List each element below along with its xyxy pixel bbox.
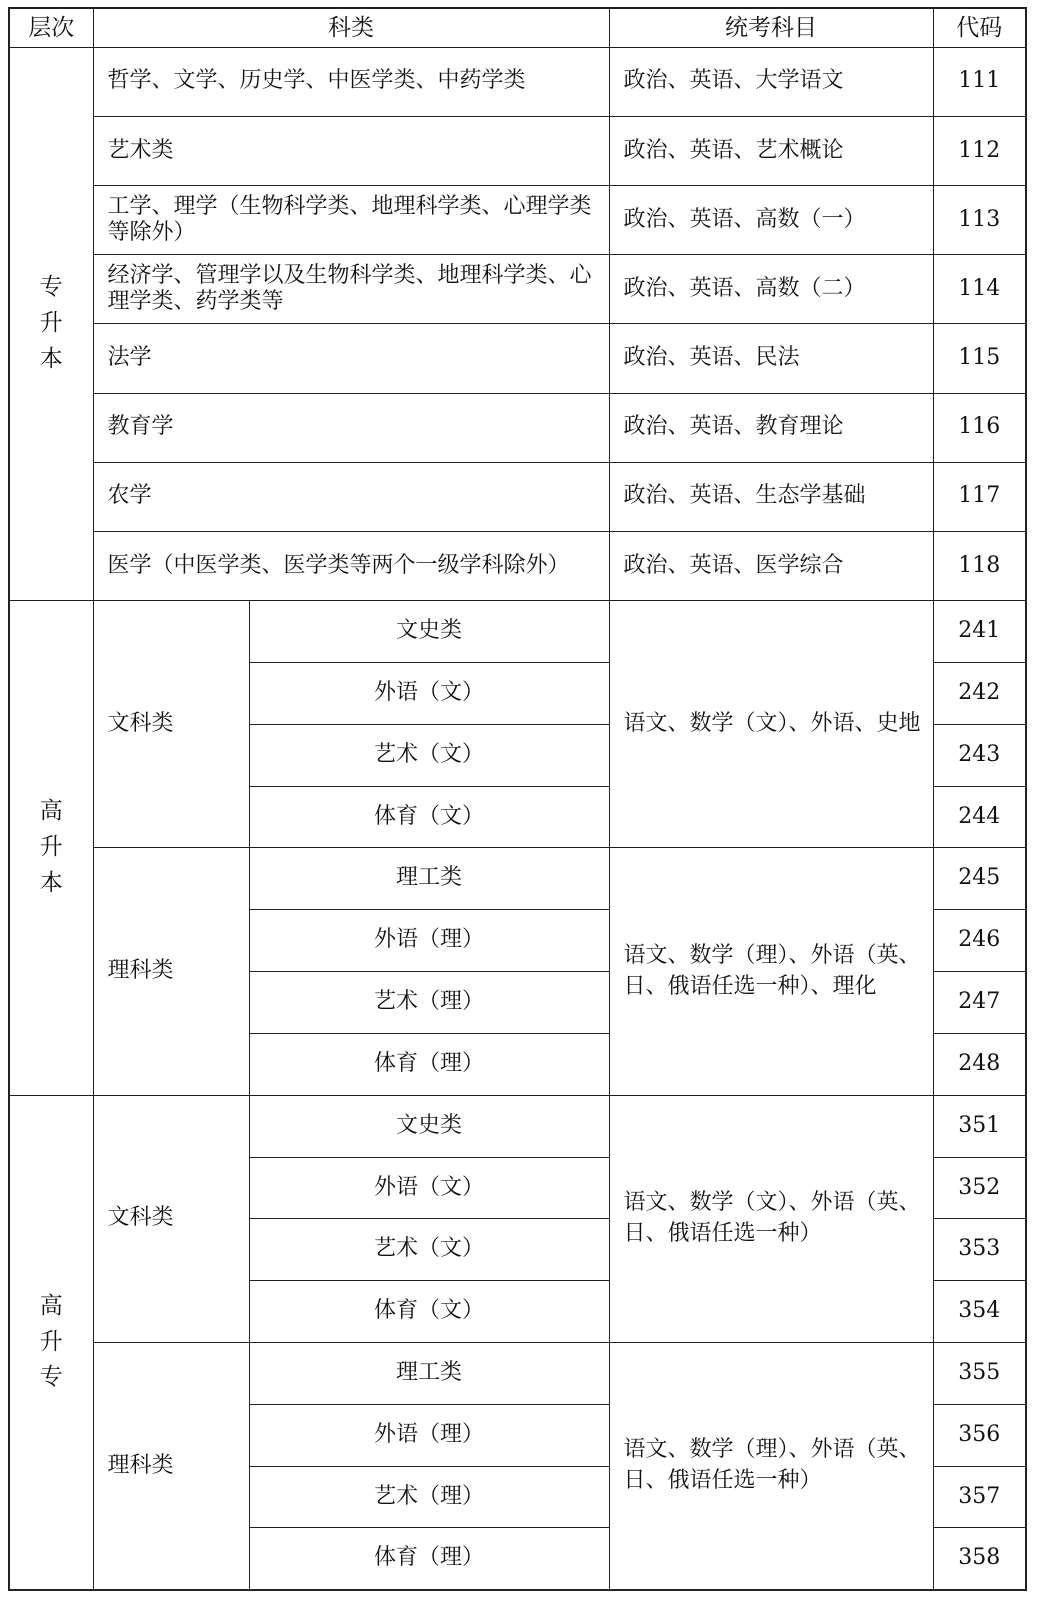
level-char: 升 bbox=[39, 310, 63, 337]
code-cell: 354 bbox=[933, 1281, 1026, 1343]
code-cell: 248 bbox=[933, 1033, 1026, 1095]
code-cell: 115 bbox=[933, 324, 1026, 393]
subcategory-cell: 理工类 bbox=[249, 1342, 609, 1404]
category-cell: 哲学、文学、历史学、中医学类、中药学类 bbox=[93, 47, 609, 116]
subcategory-cell: 体育（理） bbox=[249, 1033, 609, 1095]
header-code: 代码 bbox=[933, 8, 1026, 47]
group-cell: 理科类 bbox=[93, 848, 249, 1095]
code-cell: 117 bbox=[933, 462, 1026, 531]
header-category: 科类 bbox=[93, 8, 609, 47]
table-row bbox=[9, 531, 1026, 600]
code-cell: 241 bbox=[933, 601, 1026, 663]
level-char: 升 bbox=[39, 1328, 63, 1355]
subcategory-cell: 体育（文） bbox=[249, 1281, 609, 1343]
table-row bbox=[9, 1095, 1026, 1157]
code-cell: 356 bbox=[933, 1404, 1026, 1466]
level-cell-gsz bbox=[9, 1095, 93, 1590]
table-row bbox=[9, 601, 1026, 663]
subjects-cell: 政治、英语、艺术概论 bbox=[609, 116, 933, 185]
subjects-cell: 政治、英语、生态学基础 bbox=[609, 462, 933, 531]
group-cell: 文科类 bbox=[93, 601, 249, 848]
header-row bbox=[9, 8, 1026, 47]
group-cell: 理科类 bbox=[93, 1342, 249, 1590]
category-cell: 法学 bbox=[93, 324, 609, 393]
code-cell: 352 bbox=[933, 1157, 1026, 1219]
subjects-cell: 语文、数学（理）、外语（英、日、俄语任选一种） bbox=[609, 1342, 933, 1590]
header-level: 层次 bbox=[9, 8, 93, 47]
code-cell: 355 bbox=[933, 1342, 1026, 1404]
level-char: 升 bbox=[39, 834, 63, 861]
level-char: 专 bbox=[39, 274, 63, 301]
subcategory-cell: 外语（文） bbox=[249, 662, 609, 724]
subcategory-cell: 艺术（理） bbox=[249, 972, 609, 1034]
table-row bbox=[9, 1342, 1026, 1404]
subcategory-cell: 艺术（理） bbox=[249, 1466, 609, 1528]
category-cell: 医学（中医学类、医学类等两个一级学科除外） bbox=[93, 531, 609, 600]
exam-subjects-table-container bbox=[8, 7, 1025, 1591]
code-cell: 112 bbox=[933, 116, 1026, 185]
code-cell: 351 bbox=[933, 1095, 1026, 1157]
subcategory-cell: 艺术（文） bbox=[249, 1219, 609, 1281]
subcategory-cell: 文史类 bbox=[249, 601, 609, 663]
code-cell: 245 bbox=[933, 848, 1026, 910]
code-cell: 357 bbox=[933, 1466, 1026, 1528]
category-cell: 艺术类 bbox=[93, 116, 609, 185]
subjects-cell: 政治、英语、教育理论 bbox=[609, 393, 933, 462]
level-char: 高 bbox=[39, 798, 63, 825]
subjects-cell: 政治、英语、民法 bbox=[609, 324, 933, 393]
subjects-cell: 政治、英语、大学语文 bbox=[609, 47, 933, 116]
code-cell: 358 bbox=[933, 1528, 1026, 1590]
subjects-cell: 政治、英语、高数（二） bbox=[609, 255, 933, 324]
code-cell: 246 bbox=[933, 910, 1026, 972]
category-cell: 工学、理学（生物科学类、地理科学类、心理学类等除外） bbox=[93, 186, 609, 255]
table-row bbox=[9, 393, 1026, 462]
level-char: 专 bbox=[39, 1364, 63, 1391]
group-cell: 文科类 bbox=[93, 1095, 249, 1342]
code-cell: 118 bbox=[933, 531, 1026, 600]
code-cell: 243 bbox=[933, 724, 1026, 786]
level-cell-zsb bbox=[9, 47, 93, 600]
code-cell: 247 bbox=[933, 972, 1026, 1034]
subcategory-cell: 文史类 bbox=[249, 1095, 609, 1157]
subjects-cell: 政治、英语、医学综合 bbox=[609, 531, 933, 600]
subcategory-cell: 外语（理） bbox=[249, 1404, 609, 1466]
table-row bbox=[9, 47, 1026, 116]
subcategory-cell: 体育（文） bbox=[249, 786, 609, 848]
subjects-cell: 政治、英语、高数（一） bbox=[609, 186, 933, 255]
code-cell: 242 bbox=[933, 662, 1026, 724]
category-cell: 农学 bbox=[93, 462, 609, 531]
table-row bbox=[9, 848, 1026, 910]
subcategory-cell: 理工类 bbox=[249, 848, 609, 910]
level-cell-gsb bbox=[9, 601, 93, 1096]
subjects-cell: 语文、数学（文）、外语（英、日、俄语任选一种） bbox=[609, 1095, 933, 1342]
code-cell: 113 bbox=[933, 186, 1026, 255]
table-row bbox=[9, 186, 1026, 255]
level-char: 本 bbox=[39, 869, 63, 896]
level-char: 本 bbox=[39, 345, 63, 372]
category-cell: 经济学、管理学以及生物科学类、地理科学类、心理学类、药学类等 bbox=[93, 255, 609, 324]
subcategory-cell: 外语（文） bbox=[249, 1157, 609, 1219]
table-row bbox=[9, 116, 1026, 185]
code-cell: 111 bbox=[933, 47, 1026, 116]
subjects-cell: 语文、数学（理）、外语（英、日、俄语任选一种）、理化 bbox=[609, 848, 933, 1095]
code-cell: 353 bbox=[933, 1219, 1026, 1281]
category-cell: 教育学 bbox=[93, 393, 609, 462]
code-cell: 116 bbox=[933, 393, 1026, 462]
subcategory-cell: 体育（理） bbox=[249, 1528, 609, 1590]
subcategory-cell: 艺术（文） bbox=[249, 724, 609, 786]
level-char: 高 bbox=[39, 1292, 63, 1319]
table-row bbox=[9, 462, 1026, 531]
table-row bbox=[9, 255, 1026, 324]
code-cell: 114 bbox=[933, 255, 1026, 324]
subcategory-cell: 外语（理） bbox=[249, 910, 609, 972]
subjects-cell: 语文、数学（文）、外语、史地 bbox=[609, 601, 933, 848]
code-cell: 244 bbox=[933, 786, 1026, 848]
table-row bbox=[9, 324, 1026, 393]
header-subjects: 统考科目 bbox=[609, 8, 933, 47]
exam-subjects-table bbox=[8, 7, 1027, 1591]
